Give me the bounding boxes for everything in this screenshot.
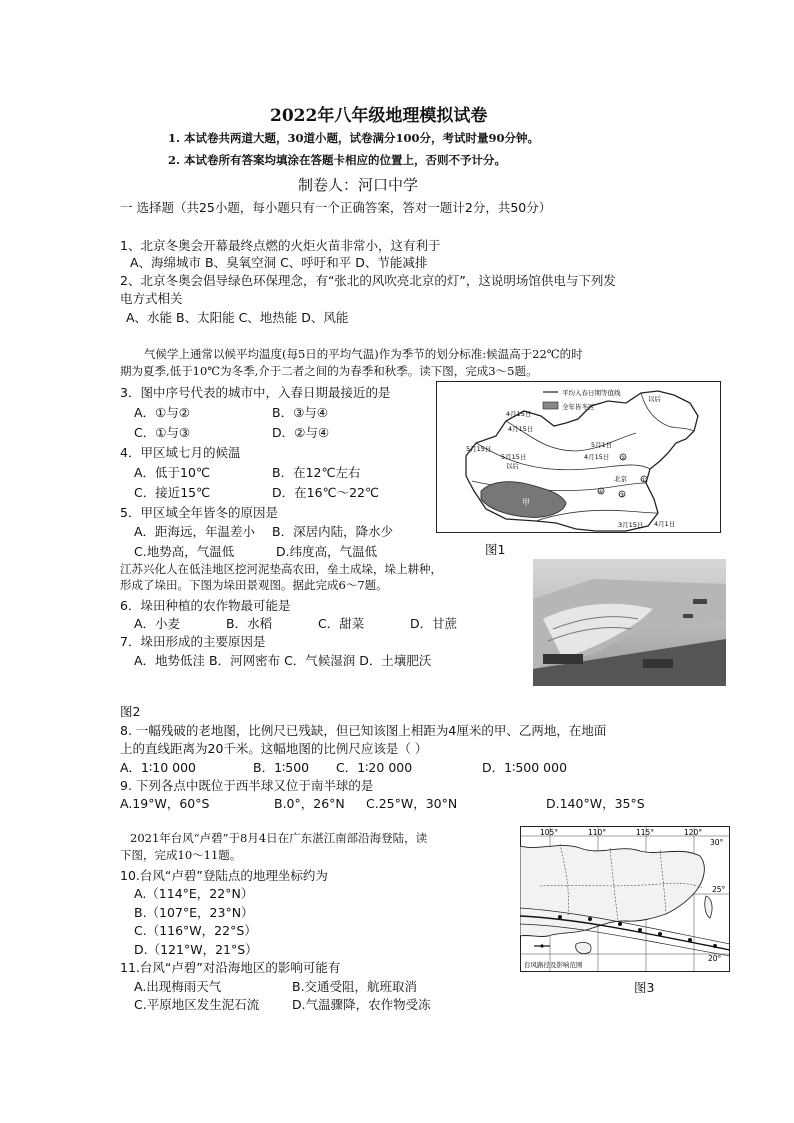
q10-option-b: B.（107°E，23°N）	[134, 905, 254, 920]
fig1-label-6: 5月1日	[591, 441, 613, 449]
fig3-lon-105: 105°	[540, 828, 559, 837]
fig1-label-5: 以后	[506, 462, 519, 470]
fig1-marker-1: ①	[641, 477, 647, 484]
fig1-label-10: 4月1日	[654, 520, 676, 528]
fig1-legend-isoline: 平均入春日期等值线	[562, 389, 621, 397]
fig3-lat-20: 20°	[708, 954, 722, 963]
fig1-label-8: 北京	[614, 475, 627, 483]
passage-1-line2: 期为夏季,低于10℃为冬季,介于二者之间的为春季和秋季。读下图，完成3～5题。	[120, 364, 538, 378]
fig1-label-11: 3月15日	[618, 521, 644, 529]
q6-option-c: C．甜菜	[318, 616, 365, 631]
fig1-marker-4: ④	[598, 489, 604, 496]
exam-note-2: 2. 本试卷所有答案均填涂在答题卡相应的位置上，否则不予计分。	[168, 153, 507, 167]
q2-stem-line2: 电方式相关	[120, 291, 183, 306]
q3-option-d: D．②与④	[272, 425, 330, 440]
fig3-legend: 台风路径及影响范围	[524, 961, 583, 969]
fig3-lat-30: 30°	[710, 838, 724, 847]
section-heading: 一 选择题（共25小题，每小题只有一个正确答案，答对一题计2分，共50分）	[120, 200, 552, 215]
q4-option-a: A．低于10℃	[134, 465, 210, 480]
q1-stem: 1、北京冬奥会开幕最终点燃的火炬火苗非常小，这有利于	[120, 238, 441, 253]
q5-option-a: A．距海远，年温差小	[134, 524, 256, 539]
q4-stem: 4．甲区域七月的候温	[120, 445, 241, 460]
passage-3-line1: 2021年台风“卢碧”于8月4日在广东湛江南部沿海登陆，读	[130, 831, 428, 845]
fig1-label-1: 4月15日	[508, 425, 534, 433]
fig3-lon-115: 115°	[636, 828, 655, 837]
fig3-lon-120: 120°	[684, 828, 703, 837]
fig1-label-0: 4月15日	[506, 410, 532, 418]
passage-3-line2: 下图，完成10～11题。	[120, 848, 242, 862]
figure-1-caption: 图1	[485, 542, 506, 557]
fig1-label-7: 4月15日	[584, 453, 610, 461]
fig3-lat-25: 25°	[712, 885, 726, 894]
fig1-label-2: 5月15日	[466, 445, 492, 453]
q9-option-c: C.25°W，30°N	[366, 796, 458, 811]
q6-option-b: B．水稻	[226, 616, 273, 631]
q10-option-c: C.（116°W，22°S）	[134, 923, 257, 938]
q3-stem: 3．图中序号代表的城市中，入春日期最接近的是	[120, 385, 391, 400]
figure-2-caption: 图2	[120, 704, 141, 719]
fig1-label-3: 以后	[648, 395, 661, 403]
q11-option-c: C.平原地区发生泥石流	[134, 997, 260, 1012]
q11-option-d: D.气温骤降，农作物受冻	[292, 997, 431, 1012]
q8-option-d: D．1∶500 000	[482, 760, 568, 775]
passage-2-line2: 形成了垛田。下图为垛田景观图。据此完成6～7题。	[120, 578, 388, 592]
exam-note-1: 1. 本试卷共两道大题，30道小题，试卷满分100分，考试时量90分钟。	[168, 131, 540, 145]
q10-stem: 10.台风“卢碧”登陆点的地理坐标约为	[120, 868, 328, 883]
q6-option-a: A．小麦	[134, 616, 181, 631]
q5-option-d: D.纬度高，气温低	[276, 544, 378, 559]
q3-option-b: B．③与④	[272, 405, 328, 420]
fig3-lon-110: 110°	[588, 828, 607, 837]
q5-option-b: B．深居内陆，降水少	[272, 524, 394, 539]
q6-stem: 6．垛田种植的农作物最可能是	[120, 598, 291, 613]
q1-options: A、海绵城市 B、臭氧空洞 C、呼吁和平 D、节能减排	[130, 255, 428, 270]
q9-option-a: A.19°W，60°S	[120, 796, 210, 811]
q5-option-c: C.地势高，气温低	[134, 544, 235, 559]
passage-2-line1: 江苏兴化人在低洼地区挖河泥垫高农田，垒土成垛，垛上耕种，	[120, 562, 442, 576]
q9-option-b: B.0°，26°N	[274, 796, 345, 811]
q6-option-d: D．甘蔗	[410, 616, 458, 631]
figure-1-map	[436, 381, 721, 533]
q11-stem: 11.台风“卢碧”对沿海地区的影响可能有	[120, 960, 341, 975]
q3-option-a: A．①与②	[134, 405, 190, 420]
fig1-marker-2: ②	[620, 455, 626, 462]
q7-options: A．地势低洼 B．河网密布 C．气候湿润 D．土壤肥沃	[134, 653, 432, 668]
q8-option-c: C．1∶20 000	[336, 760, 413, 775]
q8-option-a: A．1∶10 000	[120, 760, 196, 775]
q10-option-a: A.（114°E，22°N）	[134, 886, 254, 901]
fig1-label-jia: 甲	[522, 498, 530, 507]
fig1-marker-3: ③	[619, 492, 625, 499]
q10-option-d: D.（121°W，21°S）	[134, 942, 258, 957]
q5-stem: 5．甲区域全年皆冬的原因是	[120, 505, 278, 520]
q2-stem-line1: 2、北京冬奥会倡导绿色环保理念，有“张北的风吹亮北京的灯”，这说明场馆供电与下列发	[120, 273, 616, 288]
fig1-legend-winter-zone: 全年皆冬区	[562, 403, 595, 411]
passage-1-line1: 气候学上通常以候平均温度(每5日的平均气温)作为季节的划分标准:候温高于22℃的时	[144, 347, 583, 361]
q4-option-b: B．在12℃左右	[272, 465, 361, 480]
q3-option-c: C．①与③	[134, 425, 191, 440]
q2-options: A、水能 B、太阳能 C、地热能 D、风能	[126, 310, 349, 325]
q11-option-a: A.出现梅雨天气	[134, 979, 222, 994]
figure-3-caption: 图3	[634, 980, 655, 995]
q7-stem: 7．垛田形成的主要原因是	[120, 634, 266, 649]
q9-option-d: D.140°W，35°S	[546, 796, 645, 811]
q8-option-b: B．1∶500	[253, 760, 310, 775]
q11-option-b: B.交通受阻，航班取消	[292, 979, 418, 994]
q4-option-c: C．接近15℃	[134, 485, 211, 500]
page-title: 2022年八年级地理模拟试卷	[270, 106, 488, 126]
q8-stem-line2: 上的直线距离为20千米。这幅地图的比例尺应该是（ ）	[120, 741, 428, 756]
fig1-label-4: 5月15日	[501, 453, 527, 461]
figure-3-map	[520, 826, 730, 972]
q9-stem: 9. 下列各点中既位于西半球又位于南半球的是	[120, 778, 374, 793]
q4-option-d: D．在16℃～22℃	[272, 485, 380, 500]
figure-2-photo	[533, 559, 726, 686]
q8-stem-line1: 8. 一幅残破的老地图，比例尺已残缺，但已知该图上相距为4厘米的甲、乙两地，在地面	[120, 723, 607, 738]
author-line: 制卷人：河口中学	[298, 176, 419, 194]
